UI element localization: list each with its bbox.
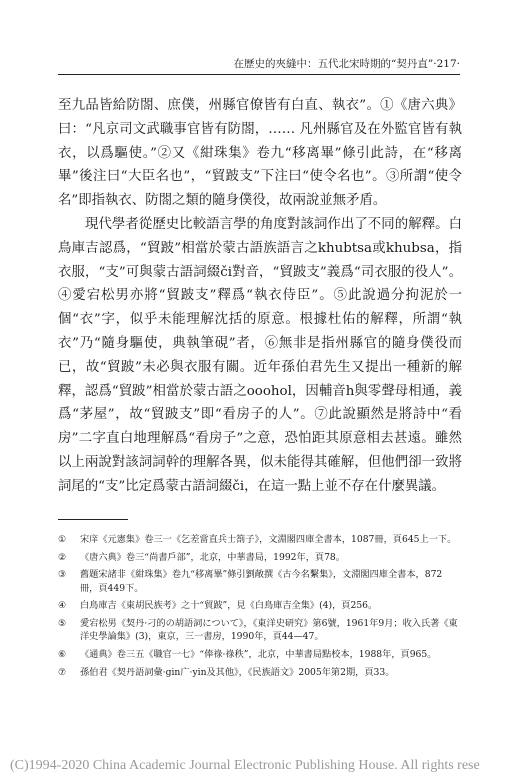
footnote xyxy=(58,599,460,612)
header-rule xyxy=(58,74,460,75)
copyright-watermark: (C)1994-2020 China Academic Journal Electronic Publishing House. All rights rese xyxy=(10,758,480,773)
footnote-text: 白鳥庫吉《東胡民族考》之十“貿跛”，見《白鳥庫吉全集》(4)，頁256。 xyxy=(80,600,378,612)
footnote-number: ⑤ xyxy=(58,618,67,630)
footnotes xyxy=(58,533,460,683)
footnote-rule xyxy=(58,519,128,520)
footnote-text: 愛宕松男《契丹·刁的の胡語詞について》，《東洋史研究》第6號，1961年9月；收入氏著《東洋史學論集》(3)，東京，三一書房，1990年，頁44—47。 xyxy=(80,618,458,643)
footnote-text: 《唐六典》卷三“尚書戶部”，北京，中華書局，1992年，頁78。 xyxy=(80,551,345,563)
footnote-number: ④ xyxy=(58,600,67,612)
paragraph-1: 至九品皆給防閤、庶僕，州縣官僚皆有白直、執衣”。①《唐六典》曰：“凡京司文武職事官皆有防閤，…… 凡州縣官及在外監官皆有執衣，以爲驅使。”②又《紺珠集》卷九“移离畢”條引此詩，在“移离畢”後注曰“大臣名也”，“貿跛支”下注曰“使令名也”。③所謂“使令名”即指執衣、防閤之類的隨身僕役，故兩說並無矛盾。 xyxy=(58,98,462,209)
footnote-text: 宋庠《元憲集》卷三一《乞差當直兵士箚子》，文淵閣四庫全書本，1087冊，頁645上一下。 xyxy=(80,534,457,545)
footnote xyxy=(58,568,460,594)
footnote-text: 《通典》卷三五《職官一七》“俸祿·祿秩”，北京，中華書局點校本，1988年，頁965。 xyxy=(80,648,437,660)
footnote-number: ③ xyxy=(58,569,67,581)
footnote xyxy=(58,648,460,661)
paragraph-2: 現代學者從歷史比較語言學的角度對該詞作出了不同的解釋。白鳥庫吉認爲，“貿跛”相當於蒙古語族語言之khubtsa或khubsa，指衣服，“支”可與蒙古語詞綴či對音，“貿跛支”義爲“司衣服的役人”。④愛宕松男亦將“貿跛支”釋爲“執衣侍臣”。⑤此說過分拘泥於一個“衣”字，似乎未能理解沈括的原意。根據杜佑的解釋，所謂“執衣”乃“隨身驅使，典執筆硯”者，⑥無非是指州縣官的隨身僕役而已，故“貿跛”未必與衣服有關。近年孫伯君先生又提出一種新的解釋，認爲“貿跛”相當於蒙古語之ooohol，因輔音h與零聲母相通，義爲“茅屋”，故“貿跛支”即“看房子的人”。⑦此說顯然是將詩中“看房”二字直白地理解爲“看房子”之意，恐怕距其原意相去甚遠。雖然以上兩說對該詞詞幹的理解各異，似未能得其確解，但他們卻一致將詞尾的“支”比定爲蒙古語詞綴či，在這一點上並不存在什麼異議。 xyxy=(58,216,462,494)
footnote-number: ⑦ xyxy=(58,666,67,678)
footnote xyxy=(58,533,460,546)
footnote xyxy=(58,666,460,679)
footnote-number: ① xyxy=(58,534,67,545)
footnote-number: ② xyxy=(58,551,67,563)
main-text xyxy=(58,94,462,499)
footnote-text: 舊題宋諸非《紺珠集》卷九“移离畢”條引劉敞撰《古今名繫集》，文淵閣四庫全書本，872冊，頁449下。 xyxy=(80,569,443,594)
running-head: 在歷史的夾縫中：五代北宋時期的“契丹直”·217· xyxy=(233,58,460,70)
footnote-text: 孫伯君《契丹語詞彙·gin广·yin及其他》，《民族語文》2005年第2期，頁33。 xyxy=(80,666,395,678)
footnote xyxy=(58,551,460,564)
footnote xyxy=(58,617,460,643)
footnote-number: ⑥ xyxy=(58,648,67,660)
